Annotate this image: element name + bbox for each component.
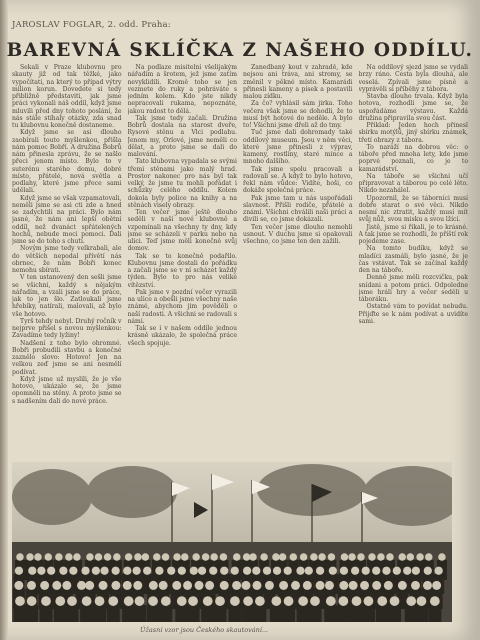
paragraph: Zanedbaný kout v zahradě, kde nejsou ani tráva, ani stromy, se změnil v pěkné místo. Kamarádi přinesli kameny a písek a postavili malou zídku. (243, 64, 353, 100)
paragraph: Když jsme už myslili, že je vše hotovo, ukázalo se, že jsme opomněli na stěny. A proto jsme se s nadšením dali do nové práce. (12, 375, 122, 405)
paragraph: Tyrš tehdy nebyl. Druhý ročník v nejprve přišel s novou myšlenkou: Zavadíme tedy lyžiny! (12, 317, 122, 340)
paragraph: Když jsme se asi dlouho zaobírali touto myšlenkou, přišla nám pomoc Bobří. A družina Bobrů nám přinesla zprávu, že se našlo přeci jenom místo. Bylo to v suterénu starého domu, dobré místo, přátelé, nová světla a podlahy, které jsme přece sami udělali. (12, 129, 122, 195)
paragraph: Ten večer jsme dlouho nemohli usnout. V duchu jsme si opakovali všechno, co jsme ten den zažili. (243, 223, 353, 245)
paragraph: Tak jsme tedy začali. Družina Bobrů dostala na starost dveře, Rysové stěnu a Vlci podlahu. Jenom my, Orlové, jsme neměli co dělat, a proto jsme se dali do malování. (127, 114, 237, 158)
paragraph: Sekali v Praze klubovnu pro skauty již od tak těžké, jako vypočítati, na který to případ výtry milion korun. Dovedete si tedy přibližně představiti, jak jsme práci vykonali náš oddíl, když jsme mluvili před dny tohoto poslání, že nás stále stíhaly otázky, zda snad tu klubovnu konečně dostaneme. (12, 64, 122, 129)
paragraph: Novým jsme tedy velkrabali, ale do větších nepodal přívětí nás obrnec, že nám Bobři konec nemohu sbírati. (12, 245, 122, 274)
paragraph: Tuč jsme dali dohromady také oddílový museum. Jsou v něm věci, které jsme přinesli z výprav, kameny, rostliny, staré mince a mnoho dalšího. (243, 129, 353, 166)
paragraph: To naráží na dobrou věc: o táboře před mnoha lety, kde jsme poprvé poznali, co je to kamarádství. (358, 143, 468, 173)
paragraph: Nadšení z toho bylo ohromné. Bobři probudili stavbu a konečné zaznělo slovo: Hotovo! Jen na velkou zeď jsme se ani nesmělí podívat. (12, 339, 122, 376)
paragraph: Přiklad: Jeden hoch přinesl sbírku motýlů, jiný sbírku známek, třetí obrazy z tábora. (358, 122, 468, 144)
paragraph: Když jsme se však vzpamatovali, neměli jsme se asi cti zde a hned se zadychtili na práci. Bylo nám jasné, že nám ani lepší obětní oddíl, než dvanáct spřátelených hochů, nebude moci pomoci. Dali jsme se do toho s chutí. (12, 194, 122, 245)
paragraph: Pak jsme tam u nás uspořádali slavnost. Přišli rodiče, přátelé a známí. Všichni chválili naši práci a divili se, co jsme dokázali. (243, 194, 353, 224)
paragraph: Za čo? vyhlásil sám jirka. Toho večera však jsme se dohodli, že to musí být hotové do neděle. A bylo to! Všichni jsme dřeli až do tmy. (243, 100, 353, 129)
text-column-3 (243, 64, 353, 454)
text-column-1 (12, 64, 122, 454)
photo-caption: Úžasní vzor jsou Českého skautování... (140, 626, 269, 634)
group-photo (12, 462, 452, 622)
article-title: BAREVNÁ SKLÍČKA Z NAŠEHO ODDÍLU. (6, 40, 474, 61)
paragraph: Tak jsme spolu pracovali a radovali se. A když to bylo hotovo, řekl nám vůdce: Vidíte, hoši, co dokáže společná práce. (243, 165, 353, 195)
paragraph: Na oddílový sjezd jsme se vydali brzy ráno. Cesta byla dlouhá, ale veselá. Zpívali jsme písně a vyprávěli si příběhy z tábora. (358, 64, 468, 93)
group-photo-image (12, 462, 452, 622)
text-column-4 (359, 64, 469, 454)
paragraph: Na táboře se všichni učí připravovat a táborou po celé léto. Nikdo nezahálel. (358, 172, 468, 195)
book-spine (0, 0, 8, 640)
paragraph: Tato klubovna vypadala se svými třemi stěnami jako malý hrad. Prostor nakonec pro nás byl tak velký, že jsme tu mohli pořádat i schůzky celého oddílu. Kolem dokola byly police na knihy a na stěnách visely obrazy. (127, 158, 237, 209)
text-column-2 (128, 64, 238, 454)
paragraph: Pak jsme v pozdní večer vyrazili na ulice a obešli jsme všechny naše známé, abychom jim pověděli o naší radosti. A všichni se radovali s námi. (127, 288, 237, 325)
paragraph: Jistě, jsme si říkali, je to krásné. A tak jsme se rozhodli, že příští rok pojedeme zase. (358, 223, 468, 245)
paragraph: Ten večer jsme ještě dlouho seděli v naší nové klubovně a vzpomínali na všechny ty dny, kdy jsme se scházeli v parku nebo na ulici. Teď jsme měli konečně svůj domov. (127, 209, 237, 253)
paragraph: V ten ustanovený den sešli jsme se všichni, každý s nějakým nářadím, a vzali jsme se do práce, jak to jen šlo. Zatloukali jsme hřebíky, natírali, malovali, až bylo vše hotovo. (12, 274, 122, 318)
paragraph: Denně jsme měli rozcvičku, pak snídani a potom práci. Odpoledne jsme hráli hry a večer seděli u táboráku. (358, 274, 468, 303)
paragraph: Ostatně vám to povídat nebudu. Přijďte se k nám podívat a uvidíte sami. (358, 303, 468, 325)
article-body (12, 64, 468, 454)
paragraph: Na tomto budíku, když se mladíci zasmáli, bylo jasné, že je čas vstávat. Tak se začínal každý den na táboře. (358, 245, 468, 274)
paragraph: Tak se to konečně podařilo. Klubovnu jsme dostali do pořádku a začali jsme se v ní scházet každý týden. Bylo to pro nás veliké vítězství. (127, 252, 237, 289)
paragraph: Na podlaze mísitelní všelijakým nářadím a šrotem, jež jsme zatím nevyklidili. Kromě toho se jen vezmete do ruky a pohráváte s jedním kolem. Kdo jste nikdy nepracovali rukama, nepoznáte, jakou radost to dělá. (127, 64, 237, 115)
paragraph: Stavba dlouho trvala. Když byla hotova, rozhodli jsme se, že uspořádáme výstavu. Každá družina připravila svou část. (358, 93, 468, 122)
paragraph: Tak se i v našem oddíle jednou krásně ukázalo, že společná práce všech spojuje. (127, 325, 237, 347)
author-byline: JAROSLAV FOGLAR, 2. odd. Praha: (12, 20, 171, 30)
paragraph: Upozornil, že se táborníci musí dobře starat o své věci. Nikdo nesmí nic ztratit, každý musí mít svůj nůž, svou misku a svou lžíci. (358, 194, 468, 224)
